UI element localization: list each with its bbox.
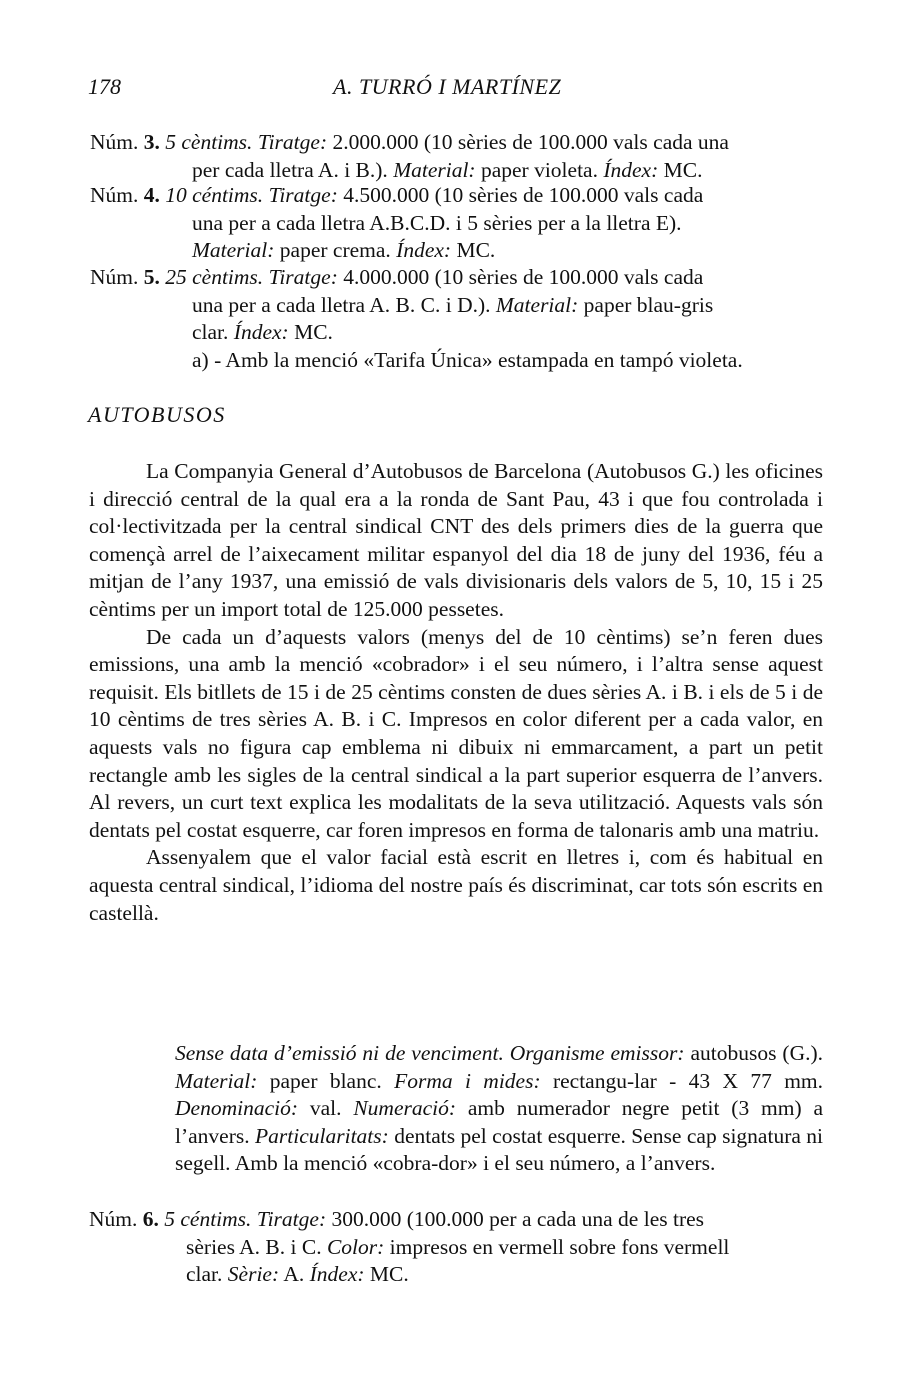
body-text [89, 458, 823, 927]
denominacio-label: Denominació: [175, 1096, 298, 1121]
tiratge-text: 300.000 (100.000 per a cada una de les tres [331, 1207, 705, 1231]
tiratge-label: Tiratge: [268, 265, 338, 289]
color-label: Color: [326, 1234, 385, 1259]
index-text: MC. [294, 320, 333, 344]
particularitats-text: dentats pel costat esquerre. Sense cap signatura ni segell. Amb la menció «cobra-dor» i el seu número, a l’anvers. [175, 1123, 824, 1176]
entry-continuation-2: clar. [192, 320, 229, 344]
catalog-entry-5 [90, 264, 830, 374]
tiratge-label: Tiratge: [256, 1207, 327, 1231]
index-label: Índex: [603, 157, 659, 182]
entry-continuation: una per a cada lletra A.B.C.D. i 5 sèries per a la lletra E). [192, 210, 682, 235]
numeracio-text: amb numerador negre petit (3 mm) a l’anvers. [175, 1096, 824, 1148]
description-intro: Sense data d’emissió ni de venciment. Organisme emissor: [175, 1041, 685, 1065]
paragraph: La Companyia General d’Autobusos de Barcelona (Autobusos G.) les oficines i direcció central de la qual era a la ronda de Sant Pau, 43 i que fou controlada i col·lectivitzada per la central sindical CNT des dels primers dies de la guerra que començà arrel de l’aixecament militar espanyol del dia 18 de juny del 1936, féu a mitjan de l’any 1937, una emissió de vals divisionaris dels valors de 5, 10, 15 i 25 cèntims per un import total de 125.000 pessetes. [89, 459, 823, 621]
entry-label: Núm. [90, 130, 139, 154]
catalog-entry-4 [90, 182, 830, 265]
entry-value: 5 céntims. [164, 1207, 252, 1231]
material-label: Material: [393, 157, 476, 182]
entry-number: 6. [142, 1207, 159, 1231]
index-text: MC. [663, 157, 703, 182]
color-text: impresos en vermell sobre fons vermell [389, 1234, 730, 1259]
entry-number: 3. [143, 130, 160, 154]
page-header [88, 74, 828, 108]
particularitats-label: Particularitats: [255, 1123, 389, 1148]
tiratge-label: Tiratge: [257, 130, 328, 154]
catalog-entry-6 [89, 1206, 823, 1289]
forma-text: rectangu-lar - 43 X 77 mm. [552, 1068, 824, 1093]
tiratge-text: 2.000.000 (10 sèries de 100.000 vals cada una [332, 130, 729, 154]
index-text: MC. [456, 238, 496, 262]
entry-label: Núm. [90, 265, 139, 289]
entry-note: a) - Amb la menció «Tarifa Única» estampada en tampó violeta. [192, 347, 743, 372]
entry-number: 4. [143, 183, 160, 207]
material-label: Material: [192, 238, 275, 262]
entry-value: 5 cèntims. [165, 130, 253, 154]
serie-text: A. [283, 1262, 305, 1287]
tiratge-label: Tiratge: [268, 183, 338, 207]
index-text: MC. [369, 1262, 409, 1287]
material-label: Material: [175, 1068, 258, 1093]
material-text: paper violeta. [480, 157, 598, 182]
material-label: Material: [495, 292, 579, 317]
entry-value: 25 cèntims. [165, 265, 264, 289]
entry-label: Núm. [90, 183, 139, 207]
description-emissor: autobusos (G.). [690, 1041, 824, 1065]
serie-label: Sèrie: [227, 1262, 280, 1287]
entry-continuation: sèries A. B. i C. [186, 1234, 322, 1259]
material-text: paper crema. [279, 238, 391, 262]
entry-number: 5. [143, 265, 160, 289]
catalog-entry-3 [90, 129, 830, 184]
paragraph: Assenyalem que el valor facial està escrit en lletres i, com és habitual en aquesta central sindical, l’idioma del nostre país és discriminat, car tots són escrits en castellà. [89, 845, 823, 925]
material-text: paper blau-gris [583, 292, 714, 317]
entry-continuation: una per a cada lletra A. B. C. i D.). [192, 292, 491, 317]
index-label: Índex: [233, 320, 289, 344]
page-number: 178 [88, 74, 121, 99]
emission-description [175, 1040, 823, 1178]
paragraph: De cada un d’aquests valors (menys del de 10 cèntims) se’n feren dues emissions, una amb la menció «cobrador» i el seu número, i l’altra sense aquest requisit. Els bitllets de 15 i de 25 cèntims consten de dues sèries A. i B. i els de 5 i de 10 cèntims de tres sèries A. B. i C. Impresos en color diferent per a cada valor, en aquests vals no figura cap emblema ni dibuix ni emmarcament, a part un petit rectangle amb les sigles de la central sindical a la part superior esquerra de l’anvers. Al revers, un curt text explica les modalitats de la seva utilització. Aquests vals són dentats pel costat esquerre, car foren impresos en forma de talonaris amb una matriu. [89, 624, 823, 842]
running-head: A. TURRÓ I MARTÍNEZ [333, 74, 562, 99]
numeracio-label: Numeració: [353, 1096, 457, 1121]
forma-label: Forma i mides: [394, 1068, 541, 1093]
entry-label: Núm. [89, 1207, 138, 1231]
index-label: Índex: [309, 1262, 365, 1287]
tiratge-text: 4.500.000 (10 sèries de 100.000 vals cada [343, 183, 704, 207]
entry-value: 10 céntims. [165, 183, 264, 207]
section-title: AUTOBUSOS [88, 402, 226, 427]
material-text: paper blanc. [269, 1068, 382, 1093]
denominacio-text: val. [309, 1096, 342, 1121]
tiratge-text: 4.000.000 (10 sèries de 100.000 vals cada [343, 265, 704, 289]
entry-continuation-2: clar. [186, 1262, 223, 1287]
index-label: Índex: [396, 238, 452, 262]
entry-continuation: per cada lletra A. i B.). [192, 157, 388, 182]
